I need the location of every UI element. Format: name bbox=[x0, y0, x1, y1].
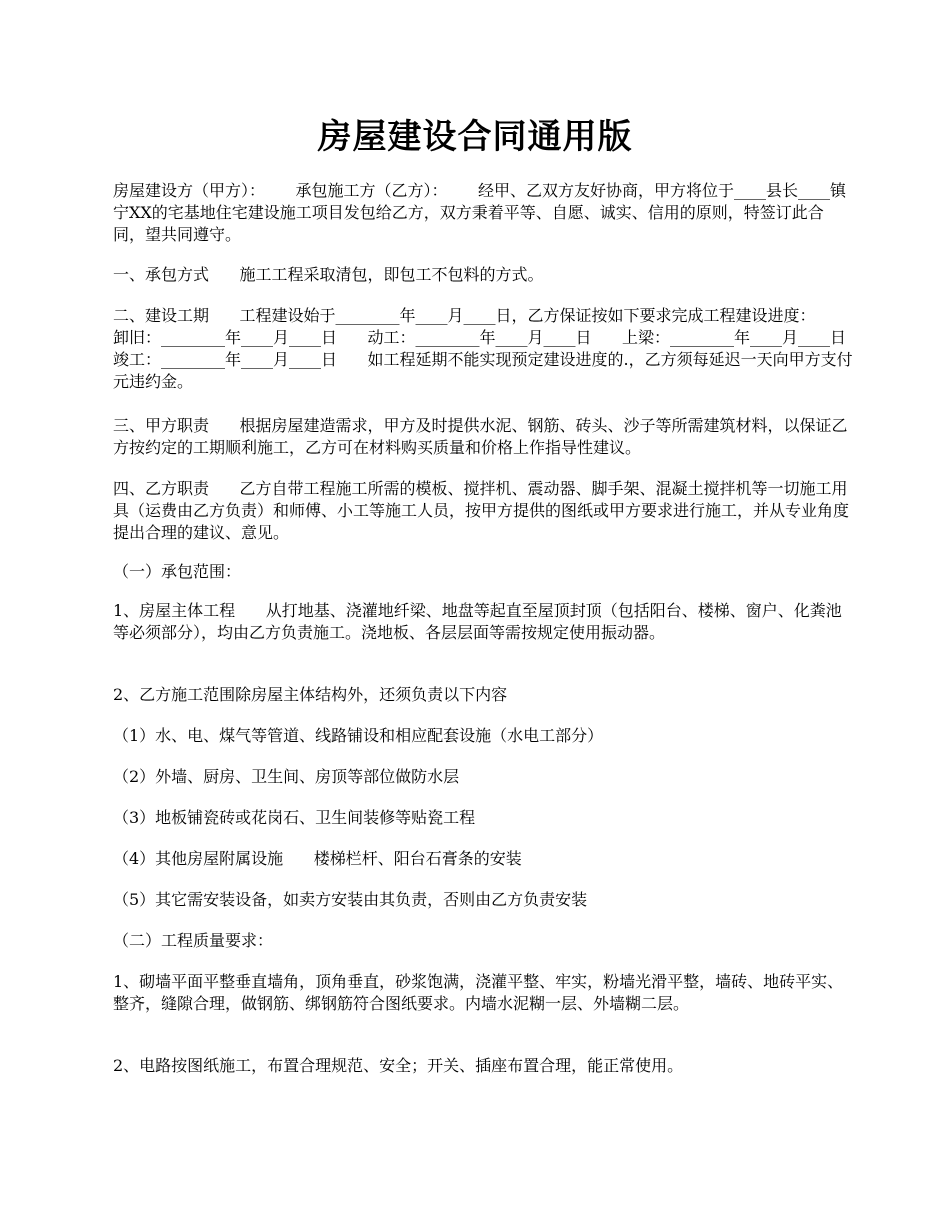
list-item-utilities: （1）水、电、煤气等管道、线路铺设和相应配套设施（水电工部分） bbox=[113, 726, 604, 745]
paragraph-main-structure: 1、房屋主体工程 从打地基、浇灌地纤梁、地盘等起直至屋顶封顶（包括阳台、楼梯、窗户、化粪池等必须部分），均由乙方负责施工。浇地板、各层层面等需按规定使用振动器。 bbox=[113, 601, 842, 642]
list-item-equipment: （5）其它需安装设备，如卖方安装由其负责，否则由乙方负责安装 bbox=[113, 890, 588, 909]
paragraph-party-b-duties: 四、乙方职责 乙方自带工程施工所需的模板、搅拌机、震动器、脚手架、混凝土搅拌机等一切施工用具（运费由乙方负责）和师傅、小工等施工人员，按甲方提供的图纸或甲方要求进行施工，并从专业角度提出合理的建议、意见。 bbox=[113, 479, 850, 542]
list-item-ancillary: （4）其他房屋附属设施 楼梯栏杆、阳台石膏条的安装 bbox=[113, 849, 522, 868]
paragraph-party-a-duties: 三、甲方职责 根据房屋建造需求，甲方及时提供水泥、钢筋、砖头、沙子等所需建筑材料，以保证乙方按约定的工期顺利施工，乙方可在材料购买质量和价格上作指导性建议。 bbox=[113, 416, 848, 457]
section-heading-quality: （二）工程质量要求： bbox=[113, 931, 274, 950]
paragraph-additional-scope: 2、乙方施工范围除房屋主体结构外，还须负责以下内容 bbox=[113, 685, 508, 704]
paragraph-preamble: 房屋建设方（甲方）： 承包施工方（乙方）： 经甲、乙双方友好协商，甲方将位于____县长____镇宁XX的宅基地住宅建设施工项目发包给乙方，双方秉着平等、自愿、诚实、信用的原则，特签订此合同，望共同遵守。 bbox=[113, 181, 847, 244]
paragraph-electrical: 2、电路按图纸施工，布置合理规范、安全；开关、插座布置合理，能正常使用。 bbox=[113, 1056, 684, 1075]
section-heading-scope: （一）承包范围： bbox=[113, 562, 242, 581]
list-item-tiling: （3）地板铺瓷砖或花岗石、卫生间装修等贴瓷工程 bbox=[113, 808, 476, 827]
paragraph-contract-method: 一、承包方式 施工工程采取清包，即包工不包料的方式。 bbox=[113, 265, 544, 284]
paragraph-masonry-quality: 1、砌墙平面平整垂直墙角，顶角垂直，砂浆饱满，浇灌平整、牢实，粉墙光滑平整，墙砖、地砖平实、整齐，缝隙合理，做钢筋、绑钢筋符合图纸要求。内墙水泥糊一层、外墙糊二层。 bbox=[113, 972, 844, 1013]
document-title: 房屋建设合同通用版 bbox=[317, 117, 633, 157]
list-item-waterproofing: （2）外墙、厨房、卫生间、房顶等部位做防水层 bbox=[113, 767, 460, 786]
paragraph-construction-period: 二、建设工期 工程建设始于________年____月____日，乙方保证按如下要求完成工程建设进度： 卸旧：________年____月____日 动工：________年____月____日 上梁：________年____月____日 竣工：________年____月____日 如工程延期不能实现预定建设进度的.，乙方须每延迟一天向甲方支付 元违约金。 bbox=[113, 306, 877, 391]
